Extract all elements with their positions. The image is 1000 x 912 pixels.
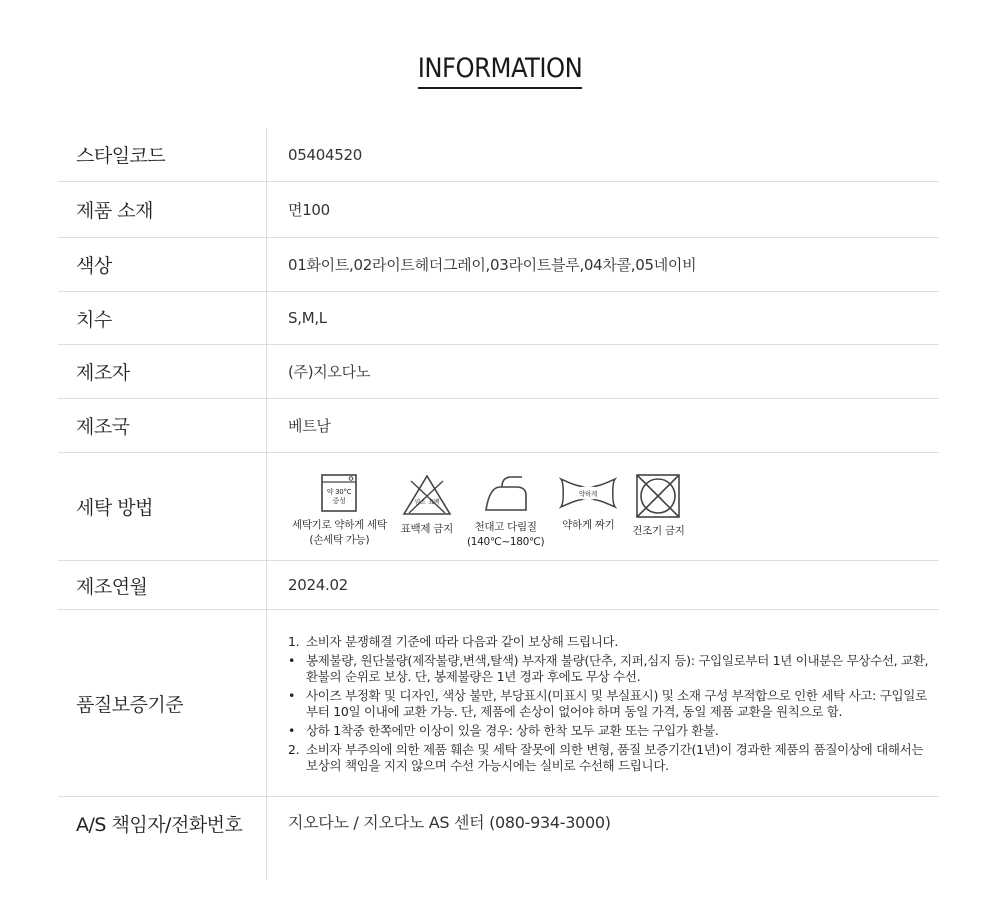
row-label: 제조국: [58, 399, 267, 452]
wash-temp-text: 약 30°C: [327, 488, 352, 496]
row-value: 베트남: [288, 417, 331, 435]
bleach-right-text: 표백: [428, 499, 440, 506]
no-bleach-icon: [401, 473, 453, 517]
row-value: 2024.02: [288, 576, 348, 594]
care-label-line: 천대고 다림질: [474, 521, 537, 533]
row-label: 치수: [58, 292, 267, 344]
wring-text: 약하게: [579, 490, 598, 498]
row-washing: [58, 453, 939, 561]
row-maker: [58, 345, 939, 399]
list-item: [288, 634, 929, 650]
list-text: 소비자 부주의에 의한 제품 훼손 및 세탁 잘못에 의한 변형, 품질 보증기간(1년)이 경과한 제품의 품질이상에 대해서는 보상의 책임을 지지 않으며 수선 가능시에는 실비로 수선해 드립니다.: [306, 741, 924, 773]
row-label: 색상: [58, 238, 267, 291]
list-marker: •: [288, 687, 296, 703]
list-text: 봉제불량, 원단불량(제작불량,변색,탈색) 부자재 불량(단추, 지퍼,심지 등): 구입일로부터 1년 이내분은 무상수선, 교환, 환불의 순위로 보상. 단, 봉제불량은 1년 경과 후에도 무상 수선.: [306, 652, 929, 684]
care-item-wring: [558, 473, 618, 533]
care-label-line: (140℃~180℃): [466, 536, 545, 548]
care-item-bleach: [401, 473, 453, 537]
information-table: [58, 128, 939, 880]
row-value: S,M,L: [288, 309, 327, 327]
row-label: 제품 소재: [58, 182, 267, 237]
bleach-left-text: 염소: [414, 499, 426, 506]
row-as: [58, 797, 939, 880]
no-tumble-dry-icon: [635, 473, 681, 519]
list-text: 사이즈 부정확 및 디자인, 색상 불만, 부당표시(미표시 및 부실표시) 및 소재 구성 부적합으로 인한 세탁 사고: 구입일로부터 10일 이내에 교환 가능. 단, 제품에 손상이 없어야 하며 동일 가격, 동일 제품 교환을 원칙으로 함.: [306, 687, 927, 719]
row-value: (주)지오다노: [288, 363, 371, 381]
row-label: 제조자: [58, 345, 267, 398]
care-item-wash: [292, 473, 387, 548]
row-size: [58, 292, 939, 345]
row-value: 05404520: [288, 145, 362, 164]
care-label-line: (손세탁 가능): [309, 534, 370, 546]
row-material: [58, 182, 939, 238]
list-marker: •: [288, 722, 296, 738]
row-value: 면100: [288, 201, 330, 219]
row-value: 지오다노 / 지오다노 AS 센터 (080-934-3000): [288, 813, 611, 832]
row-date: [58, 561, 939, 610]
care-label: [562, 518, 614, 533]
washtub-30c-icon: [319, 473, 359, 513]
list-item: [288, 723, 929, 739]
list-text: 소비자 분쟁해결 기준에 따라 다음과 같이 보상해 드립니다.: [306, 633, 618, 649]
list-marker: 2.: [288, 741, 300, 757]
title-wrap: [0, 52, 1000, 89]
care-label: [401, 522, 453, 537]
care-item-dry: [632, 473, 684, 539]
row-label: 세탁 방법: [58, 453, 267, 560]
care-label: [467, 520, 544, 550]
row-color: [58, 238, 939, 292]
row-value: [267, 453, 939, 560]
wring-gently-icon: [558, 473, 618, 513]
list-item: [288, 653, 929, 685]
care-label-line: 약하게 짜기: [562, 519, 615, 531]
row-style-code: [58, 128, 939, 182]
care-label-line: 표백제 금지: [400, 523, 453, 535]
list-text: 상하 1착중 한쪽에만 이상이 있을 경우: 상하 한착 모두 교환 또는 구입가 환불.: [306, 722, 719, 738]
row-value: [267, 610, 939, 796]
row-value: 01화이트,02라이트헤더그레이,03라이트블루,04차콜,05네이비: [288, 256, 697, 274]
list-marker: 1.: [288, 633, 300, 649]
list-item: [288, 742, 929, 774]
iron-icon: [482, 473, 530, 515]
care-label: [632, 524, 684, 539]
care-icons: [288, 453, 699, 560]
care-item-iron: [467, 473, 544, 550]
row-quality: [58, 610, 939, 797]
wash-detergent-text: 중성: [332, 497, 346, 505]
list-marker: •: [288, 652, 296, 668]
care-label-line: 세탁기로 약하게 세탁: [292, 519, 387, 531]
row-label: A/S 책임자/전화번호: [58, 797, 267, 880]
row-label: 제조연월: [58, 561, 267, 609]
list-item: [288, 688, 929, 720]
quality-list: [288, 630, 929, 777]
row-label: 스타일코드: [58, 128, 267, 181]
row-country: [58, 399, 939, 453]
page-title: INFORMATION: [418, 52, 583, 89]
care-label-line: 건조기 금지: [632, 525, 685, 537]
row-label: 품질보증기준: [58, 610, 267, 796]
care-label: [292, 518, 387, 548]
